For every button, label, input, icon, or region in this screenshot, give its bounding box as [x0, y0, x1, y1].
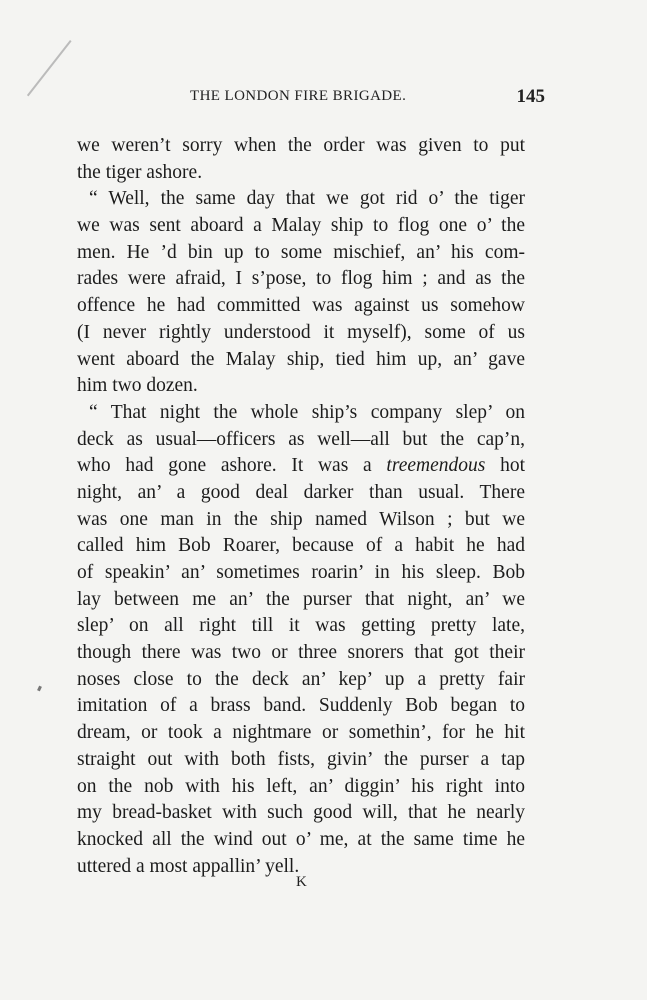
text-line: we weren’t sorry when the order was given to put — [77, 135, 525, 156]
text-line: went aboard the Malay ship, tied him up, an’ gave — [77, 348, 525, 370]
page-number: 145 — [516, 86, 545, 107]
text-line: “ That night the whole ship’s company slep’ on — [89, 401, 525, 423]
text-line: of speakin’ an’ sometimes roarin’ in his sleep. Bob — [77, 562, 525, 583]
text-line: noses close to the deck an’ kep’ up a pretty fair — [77, 668, 525, 690]
text-line: though there was two or three snorers that got their — [77, 642, 525, 664]
body-text — [77, 133, 525, 880]
text-line: lay between me an’ the purser that night, an’ we — [77, 588, 525, 610]
text-line: called him Bob Roarer, because of a habit he had — [77, 535, 525, 557]
running-head: THE LONDON FIRE BRIGADE. — [190, 88, 407, 104]
text-line: him two dozen. — [77, 375, 198, 397]
text-line: night, an’ a good deal darker than usual. There — [77, 481, 525, 503]
signature-mark: K — [296, 874, 307, 890]
text-line: straight out with both fists, givin’ the purser a tap — [77, 748, 525, 770]
text-line: we was sent aboard a Malay ship to flog one o’ the — [77, 215, 525, 237]
text-line: dream, or took a nightmare or somethin’, for he hit — [77, 722, 525, 744]
text-line: my bread-basket with such good will, that he nearly — [77, 802, 525, 824]
text-line: on the nob with his left, an’ diggin’ his right into — [77, 775, 525, 797]
text-line: the tiger ashore. — [77, 161, 203, 183]
emphasis-word: treemendous — [386, 455, 486, 477]
text-line: slep’ on all right till it was getting pretty late, — [77, 615, 525, 637]
text-line: uttered a most appallin’ yell. — [77, 855, 300, 877]
text-line: (I never rightly understood it myself), some of us — [77, 321, 525, 343]
text-line: offence he had committed was against us somehow — [77, 295, 525, 317]
text-line: knocked all the wind out o’ me, at the same time he — [77, 828, 525, 850]
text-line: men. He ’d bin up to some mischief, an’ his com- — [77, 241, 525, 263]
text-line: imitation of a brass band. Suddenly Bob began to — [77, 695, 525, 717]
text-line: was one man in the ship named Wilson ; but we — [77, 508, 525, 530]
text-line: who had gone ashore. It was a treemendous hot — [77, 455, 525, 477]
text-line: “ Well, the same day that we got rid o’ the tiger — [89, 188, 525, 210]
text-line: deck as usual—officers as well—all but the cap’n, — [77, 428, 525, 450]
margin-ink-speck — [37, 686, 42, 692]
margin-pencil-mark — [27, 40, 72, 96]
text-line: rades were afraid, I s’pose, to flog him ; and as the — [77, 268, 525, 290]
